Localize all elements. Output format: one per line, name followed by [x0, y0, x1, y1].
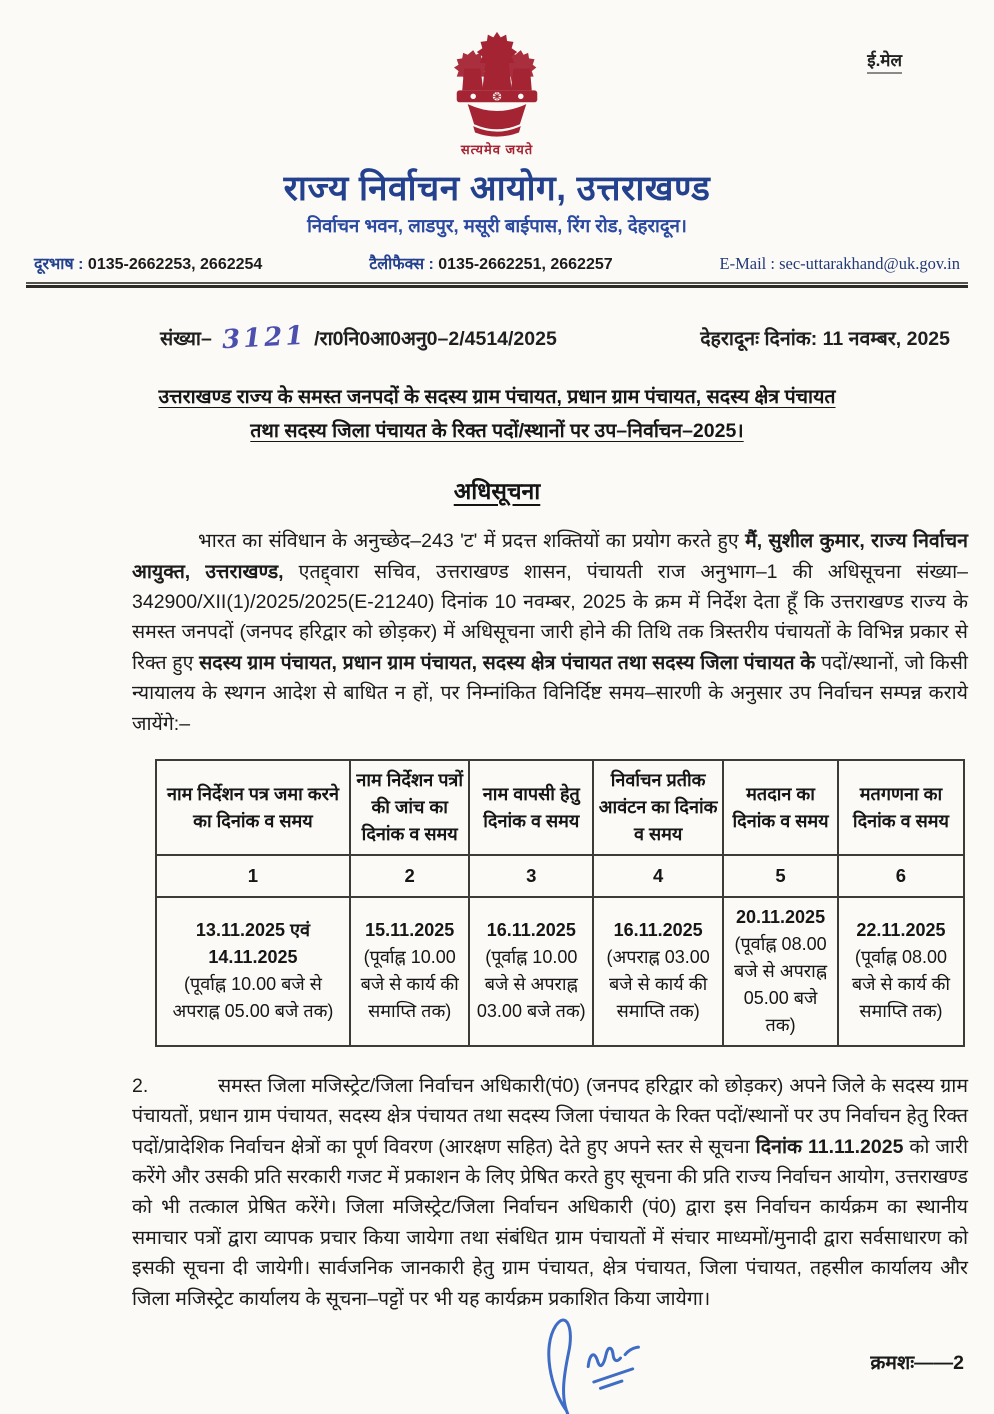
cell-date: 20.11.2025 [735, 906, 826, 927]
fax-numbers: 0135-2662251, 2662257 [438, 256, 613, 273]
column-number: 3 [469, 855, 593, 897]
phone-label: दूरभाष : [34, 256, 84, 273]
column-header: नाम वापसी हेतु दिनांक व समय [469, 760, 593, 855]
place-and-date: देहरादूनः दिनांक: 11 नवम्बर, 2025 [700, 328, 950, 350]
subject-line-1: उत्तराखण्ड राज्य के समस्त जनपदों के सदस्य ग्राम पंचायत, प्रधान ग्राम पंचायत, सदस्य क्षेत्र पंचायत [158, 386, 836, 408]
ref-number-prefix: संख्या– [160, 328, 212, 350]
organization-address: निर्वाचन भवन, लाडपुर, मसूरी बाईपास, रिंग रोड, देहरादून। [307, 215, 687, 236]
para1-seg1: भारत का संविधान के अनुच्छेद–243 'ट' में प्रदत्त शक्तियों का प्रयोग करते हुए [198, 530, 746, 553]
column-header: निर्वाचन प्रतीक आवंटन का दिनांक व समय [593, 760, 723, 855]
schedule-cell [723, 897, 838, 1046]
phone-block [34, 252, 262, 274]
cell-date: 13.11.2025 एवं 14.11.2025 [195, 920, 310, 968]
para1-seg2-bold: मैं, सुशील कुमार, राज्य निर्वाचन आयुक्त, उत्तराखण्ड, [132, 530, 968, 583]
paragraph-2-number: 2. [132, 1074, 149, 1097]
column-number: 6 [838, 855, 964, 897]
ashoka-emblem-icon [0, 30, 994, 138]
emblem-motto: सत्यमेव जयते [460, 142, 534, 157]
email-label: E-Mail : [719, 254, 775, 273]
column-number: 2 [350, 855, 470, 897]
subject-block [82, 380, 912, 448]
cell-time: (पूर्वाह्न 08.00 बजे से अपराह्न 05.00 बजे तक) [734, 933, 828, 1035]
phone-numbers: 0135-2662253, 2662254 [87, 256, 263, 273]
cell-date: 16.11.2025 [486, 920, 576, 941]
subject-line-2: तथा सदस्य जिला पंचायत के रिक्त पदों/स्थानों पर उप–निर्वाचन–2025। [250, 420, 744, 443]
column-header: मतगणना का दिनांक व समय [838, 760, 964, 855]
notification-heading: अधिसूचना [453, 478, 541, 505]
paragraph-1 [132, 526, 968, 739]
letterhead-header [0, 0, 994, 238]
column-number: 5 [723, 855, 838, 897]
handwritten-number: 3121 [221, 320, 307, 356]
reference-line [160, 320, 950, 356]
reference-number [160, 320, 557, 356]
fax-block [369, 252, 612, 274]
column-header: नाम निर्देशन पत्र जमा करने का दिनांक व समय [156, 760, 350, 855]
para2-seg3: को जारी करेंगे और उसकी प्रति सरकारी गजट में प्रकाशन के लिए प्रेषित करते हुए सूचना की प्रति राज्य निर्वाचन आयोग, उत्तराखण्ड को भी तत्काल प्रेषित करेंगे। जिला मजिस्ट्रेट/जिला निर्वाचन अधिकारी (पं0) द्वारा इस निर्वाचन कार्यक्रम का स्थानीय समाचार पत्रों द्वारा व्यापक प्रचार किया जायेगा तथा संबंधित ग्राम पंचायतों में संचार माध्यमों/मुनादी द्वारा सर्वसाधारण को इसकी सूचना दी जायेगी। सार्वजनिक जानकारी हेतु ग्राम पंचायत, क्षेत्र पंचायत, जिला पंचायत, तहसील कार्यालय और जिला मजिस्ट्रेट कार्यालय के सूचना–पट्टों पर भी यह कार्यक्रम प्रकाशित किया जायेगा। [132, 1135, 968, 1310]
schedule-cell [350, 897, 470, 1046]
column-number: 1 [156, 855, 350, 897]
ref-number-suffix: /रा0नि0आ0अनु0–2/4514/2025 [314, 328, 557, 350]
cell-date: 15.11.2025 [365, 920, 455, 941]
cell-time: (पूर्वाह्न 10.00 बजे से कार्य की समाप्ति तक) [360, 947, 459, 1022]
para2-seg2-bold: दिनांक 11.11.2025 [755, 1135, 904, 1158]
cell-time: (पूर्वाह्न 10.00 बजे से अपराह्न 05.00 बजे तक) [172, 974, 334, 1022]
table-header-row [156, 760, 964, 855]
signature-icon [526, 1298, 697, 1414]
schedule-cell [593, 897, 723, 1046]
organization-name: राज्य निर्वाचन आयोग, उत्तराखण्ड [283, 169, 711, 208]
schedule-cell [156, 897, 350, 1046]
para1-seg4-bold: सदस्य ग्राम पंचायत, प्रधान ग्राम पंचायत, सदस्य क्षेत्र पंचायत तथा सदस्य जिला पंचायत के [199, 651, 816, 674]
column-number-row [156, 855, 964, 897]
footer-zone [132, 1320, 968, 1414]
email-corner-note: ई.मेल [867, 48, 902, 74]
schedule-cell [838, 897, 964, 1046]
column-header: मतदान का दिनांक व समय [723, 760, 838, 855]
cell-date: 16.11.2025 [613, 920, 703, 941]
cell-time: (अपराह्न 03.00 बजे से कार्य की समाप्ति तक) [606, 947, 710, 1022]
header-divider [26, 282, 968, 288]
cell-date: 22.11.2025 [856, 920, 946, 941]
election-schedule-table [155, 759, 965, 1047]
fax-label: टैलीफैक्स : [369, 256, 434, 273]
email-block [720, 254, 960, 274]
table-data-row [156, 897, 964, 1046]
cell-time: (पूर्वाह्न 08.00 बजे से कार्य की समाप्ति तक) [851, 947, 951, 1022]
para1-seg3: एतद्द्वारा सचिव, उत्तराखण्ड शासन, पंचायती राज अनुभाग–1 की अधिसूचना संख्या–342900/XII(1)/2025/2025(E-21240) दिनांक 10 नवम्बर, 2025 के क्रम में निर्देश देता हूँ कि उत्तराखण्ड राज्य के समस्त जनपदों (जनपद हरिद्वार को छोड़कर) में अधिसूचना जारी होने की तिथि तक त्रिस्तरीय पंचायतों के विभिन्न प्रकार से रिक्त हुए [132, 560, 968, 674]
paragraph-2 [132, 1071, 968, 1314]
continuation-marker: क्रमशः——2 [870, 1352, 964, 1375]
column-header: नाम निर्देशन पत्रों की जांच का दिनांक व समय [350, 760, 470, 855]
schedule-cell [469, 897, 593, 1046]
para2-seg1: समस्त जिला मजिस्ट्रेट/जिला निर्वाचन अधिकारी(पं0) (जनपद हरिद्वार को छोड़कर) अपने जिले के सदस्य ग्राम पंचायतों, प्रधान ग्राम पंचायत, सदस्य क्षेत्र पंचायत तथा सदस्य जिला पंचायत के रिक्त पदों/स्थानों पर उप निर्वाचन हेतु रिक्त पदों/प्रादेशिक निर्वाचन क्षेत्रों का पूर्ण विवरण (आरक्षण सहित) देते हुए अपने स्तर से सूचना [132, 1074, 968, 1158]
cell-time: (पूर्वाह्न 10.00 बजे से अपराह्न 03.00 बजे तक) [476, 947, 586, 1022]
email-value: sec-uttarakhand@uk.gov.in [779, 254, 960, 273]
column-number: 4 [593, 855, 723, 897]
para1-seg5: पदों/स्थानों, जो किसी न्यायालय के स्थगन आदेश से बाधित न हों, पर निम्नांकित विनिर्दिष्ट समय–सारणी के अनुसार उप निर्वाचन सम्पन्न कराये जायेंगे:– [132, 651, 968, 735]
contact-row [34, 252, 960, 274]
